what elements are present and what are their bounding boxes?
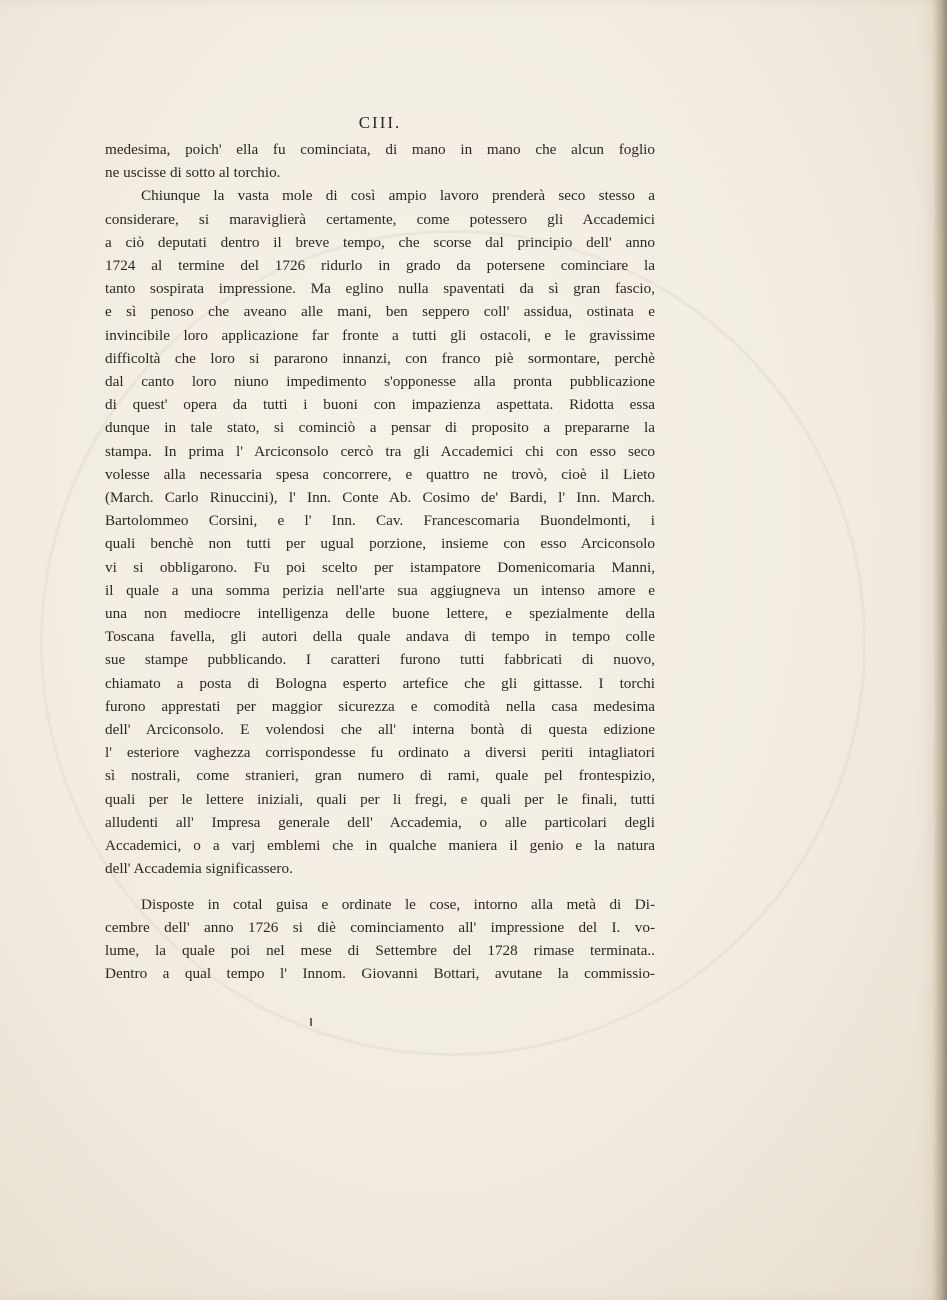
body-text [105, 138, 655, 985]
text-line: il quale a una somma perizia nell'arte sua aggiugneva un intenso amore e [105, 581, 655, 599]
text-line: dal canto loro niuno impedimento s'opponesse alla pronta pubblicazione [105, 373, 655, 391]
text-line: dell' Accademia significassero. [105, 860, 293, 878]
text-line: considerare, si maraviglierà certamente, come potessero gli Accademici [105, 210, 655, 228]
page-number-header: CIII. [358, 113, 402, 132]
text-line: vi si obbligarono. Fu poi scelto per istampatore Domenicomaria Manni, [105, 558, 655, 576]
text-line: quali per le lettere iniziali, quali per li fregi, e quali per le finali, tutti [105, 790, 655, 808]
text-line: (March. Carlo Rinuccini), l' Inn. Conte Ab. Cosimo de' Bardi, l' Inn. March. [105, 489, 655, 507]
text-line: volesse alla necessaria spesa concorrere, e quattro ne trovò, cioè il Lieto [105, 465, 655, 483]
page-edge-shadow [933, 0, 947, 1300]
text-line: ne uscisse di sotto al torchio. [105, 164, 281, 182]
text-line: Accademici, o a varj emblemi che in qualche maniera il genio e la natura [105, 837, 655, 855]
text-line: chiamato a posta di Bologna esperto artefice che gli gittasse. I torchi [105, 674, 655, 692]
text-line: quali benchè non tutti per ugual porzione, insieme con esso Arciconsolo [105, 535, 655, 553]
text-line: 1724 al termine del 1726 ridurlo in grado da potersene cominciare la [105, 257, 655, 275]
paragraph-gap [105, 881, 655, 893]
text-line: l' esteriore vaghezza corrispondesse fu ordinato a diversi periti intagliatori [105, 744, 655, 762]
text-line: di quest' opera da tutti i buoni con impazienza aspettata. Ridotta essa [105, 396, 655, 414]
text-line: tanto sospirata impressione. Ma eglino nulla spaventati da sì gran fascio, [105, 280, 655, 298]
text-line: dell' Arciconsolo. E volendosi che all' interna bontà di questa edizione [105, 721, 655, 739]
text-line: invincibile loro applicazione far fronte a tutti gli ostacoli, e le gravissime [105, 326, 655, 344]
text-line: lume, la quale poi nel mese di Settembre del 1728 rimase terminata.. [105, 941, 655, 959]
text-line: Disposte in cotal guisa e ordinate le cose, intorno alla metà di Di- [141, 895, 655, 913]
text-line: sì nostrali, come stranieri, gran numero di rami, quale pel frontespizio, [105, 767, 655, 785]
text-line: stampa. In prima l' Arciconsolo cercò tra gli Accademici chi con esso seco [105, 442, 655, 460]
ink-mark [310, 1018, 312, 1026]
text-line: sue stampe pubblicando. I caratteri furono tutti fabbricati di nuovo, [105, 651, 655, 669]
text-line: dunque in tale stato, si cominciò a pensar di proposito a prepararne la [105, 419, 655, 437]
text-line: Toscana favella, gli autori della quale andava di tempo in tempo colle [105, 628, 655, 646]
text-line: a ciò deputati dentro il breve tempo, che scorse dal principio dell' anno [105, 233, 655, 251]
text-line: furono apprestati per maggior sicurezza e comodità nella casa medesima [105, 697, 655, 715]
text-line: Dentro a qual tempo l' Innom. Giovanni Bottari, avutane la commissio- [105, 965, 655, 983]
text-line: medesima, poich' ella fu cominciata, di mano in mano che alcun foglio [105, 141, 655, 158]
text-line: e sì penoso che aveano alle mani, ben seppero coll' assidua, ostinata e [105, 303, 655, 321]
text-line: una non mediocre intelligenza delle buone lettere, e spezialmente della [105, 605, 655, 623]
text-line: alludenti all' Impresa generale dell' Accademia, o alle particolari degli [105, 813, 655, 831]
text-line: Bartolommeo Corsini, e l' Inn. Cav. Francescomaria Buondelmonti, i [105, 512, 655, 530]
text-line: cembre dell' anno 1726 si diè cominciamento all' impressione del I. vo- [105, 918, 655, 936]
text-line: difficoltà che loro si pararono innanzi, con franco piè sormontare, perchè [105, 349, 655, 367]
text-line: Chiunque la vasta mole di così ampio lavoro prenderà seco stesso a [141, 187, 655, 205]
